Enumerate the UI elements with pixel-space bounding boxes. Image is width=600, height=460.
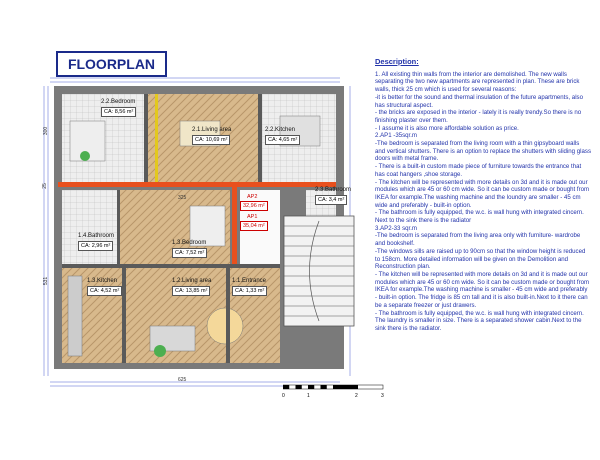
dim-left-mid: 25 bbox=[41, 183, 48, 189]
dim-center: 325 bbox=[178, 195, 187, 201]
description-paragraph: - The bathroom is fully equipped, the w.c. is wall hung with integrated cincern. Next to the sink there is the radiator bbox=[375, 209, 584, 225]
description-paragraph: -The bedroom is separated from the living room with a thin gipsyboard walls and vertical shutters. There is an option to replace the shutters with sliding glass doors with metal frame. bbox=[375, 140, 591, 163]
room-area-bathroom-1-4: CA: 2,96 m² bbox=[78, 241, 113, 251]
description-paragraph: - I assume it is also more affordable solution as price. bbox=[375, 124, 519, 132]
room-name-living-2-1: 2.1.Living area bbox=[192, 127, 232, 133]
room-name-kitchen-2-2: 2.2.Kitchen bbox=[265, 127, 296, 133]
description-paragraph: 3.AP2-33 sqr.m bbox=[375, 224, 417, 232]
dim-left-top: 300 bbox=[43, 126, 50, 136]
room-name-bedroom-1-3: 1.3.Bedroom bbox=[172, 240, 207, 246]
room-area-kitchen-1-3: CA: 4,52 m² bbox=[87, 286, 122, 296]
room-area-bedroom-2-2: CA: 8,56 m² bbox=[101, 107, 136, 117]
description-paragraph: - There is a built-in custom made piece of furniture towards the entrance that has coat hangers ,shoe storage. bbox=[375, 163, 582, 178]
scale-label-2: 2 bbox=[355, 393, 358, 399]
room-area-bathroom-2-3: CA: 3,4 m² bbox=[315, 195, 347, 205]
staircase bbox=[284, 216, 354, 326]
room-name-living-1-2: 1.2.Living area bbox=[172, 278, 212, 284]
room-area-living-2-1: CA: 10,69 m² bbox=[192, 135, 230, 145]
room-1-4-bathroom bbox=[62, 190, 117, 264]
room-area-living-1-2: CA: 13,85 m² bbox=[172, 286, 210, 296]
description-paragraph: 1. All existing thin walls from the interior are demolished. The new walls separating the two new apartments are represented in plan. These are brick walls, thick 25 cm which is used for several reasons: bbox=[375, 70, 580, 94]
dim-bottom: 625 bbox=[178, 377, 187, 383]
room-area-bedroom-1-3: CA: 7,52 m² bbox=[172, 248, 207, 258]
description-paragraph: -it is better for the sound and thermal insulation of the future apartments, also has structural aspect. bbox=[375, 93, 583, 109]
ap2-label: AP2 bbox=[247, 194, 258, 200]
demolition-wall-vertical bbox=[232, 182, 237, 268]
dim-left-bottom: 531 bbox=[43, 276, 50, 286]
room-name-bathroom-2-3: 2.3.Bathroom bbox=[315, 187, 352, 193]
room-name-kitchen-1-3: 1.3.Kitchen bbox=[87, 278, 118, 284]
room-name-bathroom-1-4: 1.4.Bathroom bbox=[78, 233, 115, 239]
description-panel bbox=[375, 58, 591, 333]
scale-label-3: 3 bbox=[381, 393, 384, 399]
description-paragraph: -The windows sills are raised up to 90cm so that the window height is reduced to 158cm. More detailed information will be given on the Demolition and Reconstruction plan. bbox=[375, 247, 586, 271]
ap2-area: 32,96 m² bbox=[240, 201, 268, 211]
description-paragraph: - The bathroom is fully equipped, the w.c. is wall hung with integrated cincern. The laundry is smaller in size. There is a separated shower cabin.Next to the sink there is the radiator. bbox=[375, 309, 584, 332]
scale-label-0: 0 bbox=[282, 393, 285, 399]
ap1-area: 35,04 m² bbox=[240, 221, 268, 231]
description-paragraph: - the bricks are exposed in the interior - lately it is really trendy.So there is no finishing plaster over them. bbox=[375, 109, 582, 124]
scale-label-1: 1 bbox=[307, 393, 310, 399]
demolition-wall-horizontal bbox=[58, 182, 336, 187]
room-area-entrance-1-1: CA: 1,33 m² bbox=[232, 286, 267, 296]
ap1-label: AP1 bbox=[247, 214, 258, 220]
room-name-entrance-1-1: 1.1.Entrance bbox=[232, 278, 267, 284]
room-name-bedroom-2-2: 2.2.Bedroom bbox=[101, 99, 136, 105]
description-paragraph: - The kitchen will be represented with more details on 3d and it is made out our modules which are 45 or 60 cm wide. So it can be custom made or bought from IKEA for example.The washing machine is smaller - 45 cm wide and preferably - built-in option. The fridge is 85 cm tall and it is also built-in.Next to it there can be a separate freezer or just drawers. bbox=[375, 270, 590, 309]
room-area-kitchen-2-2: CA: 4,65 m² bbox=[265, 135, 300, 145]
description-paragraph: - The kitchen will be represented with more details on 3d and it is made out our modules which are 45 or 60 cm wide. So it can be custom made or bought from IKEA for example.The washing machine and the loundry are smaller - 45 cm wide and preferably - built-in option. bbox=[375, 178, 590, 209]
description-paragraph: 2.AP1 -35sqr.m bbox=[375, 132, 417, 140]
scale-bar bbox=[283, 384, 393, 392]
page-title: FLOORPLAN bbox=[56, 51, 167, 77]
description-heading: Description: bbox=[375, 57, 419, 66]
description-paragraph: -The bedroom is separated from the living area only with furniture- wardrobe and bookshelf. bbox=[375, 232, 581, 248]
